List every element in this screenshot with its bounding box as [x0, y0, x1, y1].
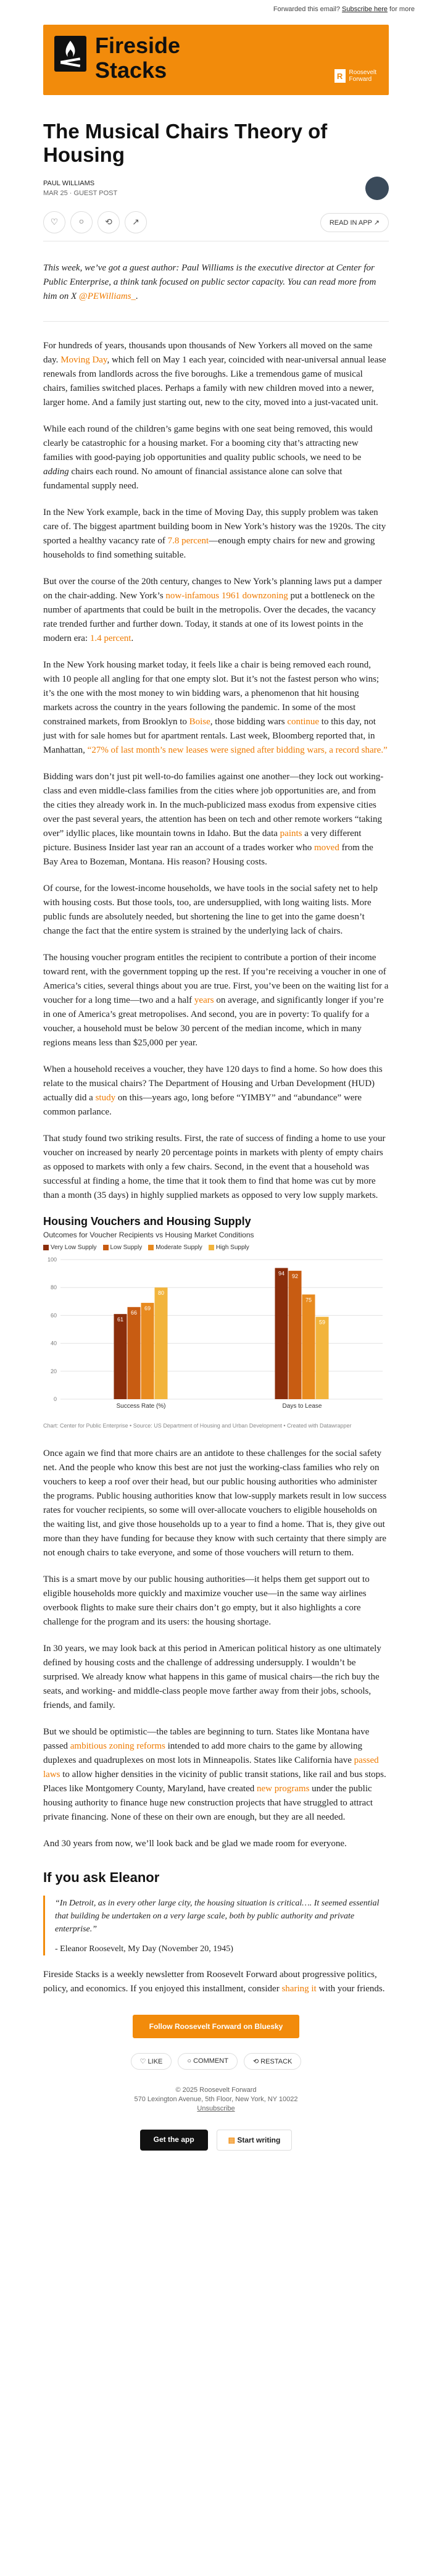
intro-text: This week, we’ve got a guest author: Paul Williams is the executive director at Center for Public Enterprise, a think tank focused on public sector capacity. You can read more from him on X: [43, 263, 376, 301]
paragraph-text: This is a smart move by our public housing authorities—it helps them get support out to eligible households more quickly and maximize voucher use—in the same way airlines overbook flights to make sure their chairs don’t go empty, but it also highlights a core challenge for the program and its users: the housing shortage.: [43, 1574, 370, 1627]
closing-end: with your friends.: [316, 1984, 385, 1994]
copyright: © 2025 Roosevelt Forward: [175, 2086, 257, 2094]
get-app-button[interactable]: Get the app: [140, 2130, 208, 2151]
subscribe-link[interactable]: Subscribe here: [342, 6, 388, 13]
start-writing-label: Start writing: [237, 2136, 281, 2144]
comment-label: COMMENT: [193, 2057, 228, 2065]
chart-legend: [43, 1244, 389, 1251]
paragraph: [43, 1063, 389, 1119]
chart-title: Housing Vouchers and Housing Supply: [43, 1215, 251, 1227]
paragraph-text: While each round of the children’s game begins with one seat being removed, this would clearly be catastrophic for a housing market. For a booming city that’s attracting new families with good-paying job opportunities and quality public schools, we need to be: [43, 424, 373, 462]
paragraph: [43, 575, 389, 646]
article-body-part-2: [43, 1447, 389, 1851]
paragraph-text: In 30 years, we may look back at this period in American political history as one ultimately defined by housing costs and the challenge of addressing undersupply. I wouldn’t be surprised. We already know what happens in this game of musical chairs—the rich buy the seats, and working- and middle-class people move farther away from their jobs, schools, friends, and family.: [43, 1644, 381, 1710]
header-banner[interactable]: [43, 25, 389, 95]
paragraph-text: intended to add more chairs to the game by allowing duplexes and quadruplexes on most lots in Minneapolis. States like California have: [43, 1741, 362, 1765]
footer-restack-button[interactable]: ⟲ RESTACK: [244, 2053, 301, 2070]
paragraph: [43, 951, 389, 1050]
footer-like-button[interactable]: ♡ LIKE: [131, 2053, 172, 2070]
article-body-part-1: [43, 339, 389, 1203]
legend-label: Very Low Supply: [51, 1244, 97, 1251]
y-tick-label: 0: [53, 1396, 57, 1402]
paragraph: [43, 1837, 389, 1851]
paragraph-text: —enough empty chairs for new and growing households to find something suitable.: [43, 536, 375, 560]
campfire-logo-icon: [54, 36, 86, 72]
address: 570 Lexington Avenue, 5th Floor, New York, NY 10022: [134, 2096, 298, 2103]
legend-swatch: [209, 1245, 214, 1250]
inline-link[interactable]: 7.8 percent: [167, 536, 209, 546]
inline-link[interactable]: ambitious zoning reforms: [70, 1741, 165, 1751]
chart-subtitle: Outcomes for Voucher Recipients vs Housing Market Conditions: [43, 1231, 254, 1239]
bar-value-label: 92: [291, 1273, 299, 1280]
closing-paragraph: [43, 1968, 389, 1996]
legend-item: [148, 1244, 202, 1251]
chart-bar: [316, 1317, 329, 1399]
paragraph-text: a very different picture. Business Insider last year ran an account of a trades worker who: [43, 829, 362, 853]
paragraph: [43, 1725, 389, 1825]
rr-line-2: Forward: [349, 76, 372, 83]
post-meta: MAR 25 · GUEST POST: [43, 190, 118, 197]
paragraph-text: on average, and significantly longer if you’re in one of America’s great metropolises. And second, you are in poverty: To qualify for a voucher, a household must be below 30 percent of the median income, which in many regions means less than $25,000 per year.: [43, 995, 384, 1048]
y-tick-label: 80: [50, 1284, 57, 1291]
bar-value-label: 66: [130, 1309, 138, 1316]
read-in-app-button[interactable]: READ IN APP ↗: [320, 213, 389, 232]
paragraph: [43, 1642, 389, 1713]
paragraph-text: on this—years ago, long before “YIMBY” and “abundance” were common parlance.: [43, 1093, 362, 1117]
paragraph-text: put a bottleneck on the number of apartments that could be built in the metropolis. Over the decades, the vacancy rate trended further and further down. Today, it stands at one of its lowest points in the modern era:: [43, 591, 376, 643]
eleanor-quote: [43, 1896, 389, 1955]
bar-value-label: 69: [144, 1305, 151, 1312]
byline: [43, 177, 389, 200]
paragraph-text: For hundreds of years, thousands upon thousands of New Yorkers all moved on the same day.: [43, 341, 373, 365]
brand-title: [95, 33, 180, 83]
paragraph: [43, 882, 389, 939]
author-name[interactable]: PAUL WILLIAMS: [43, 180, 95, 187]
paragraph: [43, 1447, 389, 1560]
inline-link[interactable]: Boise: [189, 717, 210, 727]
bar-value-label: 94: [278, 1270, 285, 1277]
chart-bar: [289, 1271, 302, 1399]
author-avatar[interactable]: [365, 177, 389, 200]
x-category-label: Days to Lease: [282, 1403, 322, 1410]
emphasis-text: adding: [43, 467, 69, 477]
forward-notice: [0, 0, 432, 19]
paragraph-text: .: [131, 634, 134, 643]
brand-line-1: Fireside: [95, 33, 181, 58]
inline-link[interactable]: new programs: [257, 1784, 310, 1794]
inline-link[interactable]: paints: [280, 829, 302, 838]
paragraph-text: from the Bay Area to Bozeman, Montana. His reason? Housing costs.: [43, 843, 373, 867]
paragraph-text: Bidding wars don’t just pit well-to-do families against one another—they lock out working-class and even middle-class families from the cities where job opportunities are, and from the cities they already work in. In the much-publicized mass exodus from expensive cities over the past several years, the attention has been on tech and other remote workers “taking over” idyllic places, like mountain towns in Idaho. But the data: [43, 772, 384, 838]
inline-link[interactable]: now-infamous 1961 downzoning: [165, 591, 288, 601]
rr-badge-icon: R: [334, 69, 346, 83]
substack-icon: ▤: [228, 2136, 235, 2144]
chart-bar: [275, 1268, 288, 1399]
forward-text: Forwarded this email?: [273, 6, 341, 13]
paragraph-text: In the New York housing market today, it feels like a chair is being removed each round, with 10 people all angling for that one empty slot. But it’s not the fastest person who wins; it’s the one with the most money to win bidding wars, a phenomenon that hit housing markets across the country in the years following the pandemic. In some of the most constrained markets, from Brooklyn to: [43, 660, 380, 727]
share-icon[interactable]: ↗: [125, 211, 147, 233]
brand-line-2: Stacks: [95, 57, 167, 83]
bar-value-label: 61: [117, 1316, 124, 1323]
paragraph: [43, 658, 389, 758]
intro-note: [43, 261, 389, 322]
intro-end: .: [136, 291, 138, 301]
paragraph-text: , which fell on May 1 each year, coincided with near-universal annual lease renewals from landlords across the five boroughs. Like a tremendous game of musical chairs, families switched places. Perhaps a family with new children moved into a newer, larger home. And a family just starting out, new to the city, moved into a just-vacated unit.: [43, 355, 386, 408]
paragraph-text: That study found two striking results. First, the rate of success of finding a home to use your voucher on increased by nearly 20 percentage points in markets with plenty of empty chairs as opposed to markets with only a few chairs. Second, in the event that a household was successful at finding a home, the time that it took them to find that home was cut by more than a month (35 days) in highly supplied markets as opposed to very low supply markets.: [43, 1134, 386, 1200]
chart-bar: [128, 1307, 141, 1399]
chart-bar: [114, 1314, 127, 1399]
inline-link[interactable]: years: [194, 995, 214, 1005]
like-label: LIKE: [147, 2058, 163, 2065]
paragraph-text: The housing voucher program entitles the recipient to contribute a portion of their income toward rent, with the government topping up the rest. If you’re receiving a voucher in one of America’s cities, several things about you are true. First, you’ve been on the waiting list for a voucher for a long time—two and a half: [43, 953, 389, 1005]
inline-link[interactable]: 1.4 percent: [89, 634, 131, 643]
paragraph: [43, 339, 389, 410]
restack-label: RESTACK: [260, 2058, 293, 2065]
chart-bar: [141, 1303, 154, 1399]
inline-link[interactable]: Moving Day: [60, 355, 107, 365]
inline-link[interactable]: “27% of last month’s new leases were signed after bidding wars, a record share.”: [87, 745, 388, 755]
y-tick-label: 20: [50, 1368, 57, 1374]
newsletter-body: [43, 25, 389, 2151]
bar-value-label: 80: [157, 1290, 165, 1297]
eleanor-heading: If you ask Eleanor: [43, 1870, 160, 1885]
start-writing-button[interactable]: [217, 2130, 293, 2151]
x-category-label: Success Rate (%): [116, 1403, 166, 1410]
app-buttons: [43, 2130, 389, 2151]
legend-swatch: [43, 1245, 49, 1250]
inline-link[interactable]: passed laws: [43, 1755, 379, 1779]
follow-bluesky-button[interactable]: Follow Roosevelt Forward on Bluesky: [133, 2015, 299, 2038]
legend-swatch: [103, 1245, 109, 1250]
author-x-link[interactable]: @PEWilliams_: [78, 291, 136, 301]
paragraph-text: And 30 years from now, we’ll look back and be glad we made room for everyone.: [43, 1839, 347, 1849]
legend-item: [209, 1244, 249, 1251]
paragraph: [43, 1573, 389, 1629]
bar-value-label: 75: [305, 1297, 312, 1303]
paragraph-text: When a household receives a voucher, they have 120 days to find a home. So how does this relate to the musical chairs? The Department of Housing and Urban Development (HUD) actually did a: [43, 1064, 383, 1103]
paragraph: [43, 1132, 389, 1203]
article-title[interactable]: The Musical Chairs Theory of Housing: [43, 120, 328, 166]
legend-item: [43, 1244, 97, 1251]
post-actions: [43, 211, 389, 241]
inline-link[interactable]: study: [95, 1093, 116, 1103]
paragraph-text: chairs each round. No amount of financial assistance alone can solve that fundamental supply need.: [43, 467, 343, 491]
closing-text: Fireside Stacks is a weekly newsletter from Roosevelt Forward about progressive politics, policy, and economics. If you enjoyed this installment, consider: [43, 1970, 377, 1994]
comment-icon[interactable]: ○: [70, 211, 93, 233]
rr-line-1: Roosevelt: [349, 69, 376, 76]
y-tick-label: 40: [50, 1340, 57, 1347]
footer-comment-button[interactable]: ○ COMMENT: [178, 2053, 238, 2070]
paragraph-text: But over the course of the 20th century, changes to New York’s planning laws put a damper on the chair-adding. New York’s: [43, 577, 382, 601]
inline-link[interactable]: continue: [287, 717, 320, 727]
inline-link[interactable]: moved: [314, 843, 339, 853]
paragraph-text: Once again we find that more chairs are an antidote to these challenges for the social safety net. And the people who know this best are not just the working-class families who rely on vouchers to keep a roof over their head, but our public housing authorities who administer the programs. Public housing authorities know that low-supply markets result in low success rates for voucher recipients, so some will over-allocate vouchers to eligible households on the waiting list, and give those households up to a year to find a home. That is, they give out more than they have funding for because they know with such certainty that there simply are not enough chairs to take everyone, and some of those vouchers will return to them.: [43, 1449, 387, 1558]
paragraph: [43, 506, 389, 562]
bar-value-label: 59: [318, 1319, 326, 1326]
roosevelt-forward-logo: [334, 69, 376, 83]
chart-source: Chart: Center for Public Enterprise • Source: US Department of Housing and Urban Development • Created with Datawrapper: [43, 1423, 352, 1429]
paragraph-text: In the New York example, back in the time of Moving Day, this supply problem was taken care of. The biggest apartment building boom in New York’s history was the 1920s. The city sported a healthy vacancy rate of: [43, 508, 386, 546]
paragraph: [43, 770, 389, 869]
paragraph-text: under the public housing authority to finance huge new construction projects that have struggled to attract private financing. None of these on their own are enough, but they are all needed.: [43, 1784, 373, 1822]
forward-suffix: for more: [389, 6, 415, 13]
voucher-chart: [43, 1215, 389, 1429]
footer-actions: [43, 2053, 389, 2070]
quote-text: “In Detroit, as in every other large city, the housing situation is critical…. It seemed essential that building be undertaken on a very large scale, both by public authority and private enterprise.”: [55, 1899, 380, 1934]
paragraph: [43, 422, 389, 493]
paragraph-text: Of course, for the lowest-income households, we have tools in the social safety net to help with housing costs. But those tools, too, are undersupplied, with long waiting lists. More public funds are absolutely needed, but shortening the line to get into the game doesn’t change the fact that the entire system is strained by the underlying lack of chairs.: [43, 884, 378, 936]
paragraph-text: to allow higher densities in the vicinity of public transit stations, like rail and bus stops. Places like Montgomery County, Maryland, have created: [43, 1770, 386, 1794]
footer: [43, 2086, 389, 2114]
legend-label: Moderate Supply: [156, 1244, 202, 1251]
legend-label: High Supply: [215, 1244, 249, 1251]
chart-bar: [302, 1295, 315, 1400]
y-tick-label: 100: [47, 1257, 57, 1263]
paragraph-text: But we should be optimistic—the tables are beginning to turn. States like Montana have passed: [43, 1727, 370, 1751]
legend-label: Low Supply: [110, 1244, 143, 1251]
legend-item: [103, 1244, 143, 1251]
share-link[interactable]: sharing it: [281, 1984, 317, 1994]
legend-swatch: [148, 1245, 154, 1250]
chart-bar: [155, 1287, 168, 1399]
unsubscribe-link[interactable]: Unsubscribe: [197, 2105, 235, 2112]
like-icon[interactable]: ♡: [43, 211, 65, 233]
chart-plot: [43, 1251, 389, 1418]
paragraph-text: , those bidding wars: [210, 717, 288, 727]
quote-attribution: - Eleanor Roosevelt, My Day (November 20, 1945): [55, 1944, 233, 1954]
y-tick-label: 60: [50, 1312, 57, 1319]
restack-icon[interactable]: ⟲: [98, 211, 120, 233]
paragraph-text: to this day, not just with for sale homes but for apartment rentals. Last week, Bloomberg reported that, in Manhattan,: [43, 717, 376, 755]
